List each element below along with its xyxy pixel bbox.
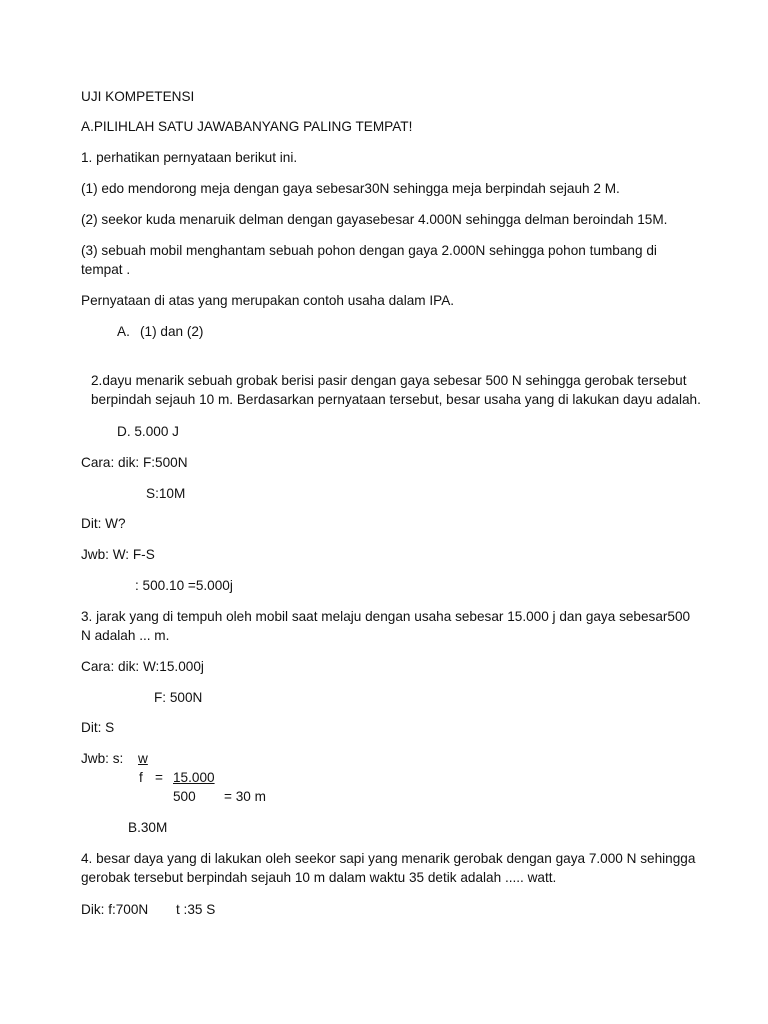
q4-line1: 4. besar daya yang di lakukan oleh seekor sapi yang menarik gerobak dengan gaya 7.000 N sehingga [81, 851, 696, 866]
q1-statement-1: (1) edo mendorong meja dengan gaya sebesar30N sehingga meja berpindah sejauh 2 M. [81, 181, 620, 196]
q3-numerator: 15.000 [173, 770, 215, 785]
q1-intro: 1. perhatikan pernyataan berikut ini. [81, 150, 298, 165]
q1-statement-2: (2) seekor kuda menaruik delman dengan gayasebesar 4.000N sehingga delman beroindah 15M. [81, 212, 668, 227]
q2-answer: D. 5.000 J [117, 424, 179, 439]
q3-jwb-prefix: Jwb: s: [81, 751, 124, 766]
q1-question: Pernyataan di atas yang merupakan contoh usaha dalam IPA. [81, 293, 455, 308]
q4-dik-f: Dik: f:700N [81, 902, 149, 917]
q2-dit: Dit: W? [81, 516, 126, 531]
q3-f-label: f [139, 770, 143, 785]
q2-line2: berpindah sejauh 10 m. Berdasarkan pernyataan tersebut, besar usaha yang di lakukan dayu adalah. [91, 392, 701, 407]
q3-line2: N adalah ... m. [81, 628, 170, 643]
q2-cara: Cara: dik: F:500N [81, 455, 188, 470]
q3-given-f: F: 500N [154, 690, 203, 705]
document-title: UJI KOMPETENSI [81, 89, 195, 104]
q3-denominator: 500 [173, 789, 196, 804]
q3-result: = 30 m [224, 789, 266, 804]
q3-line1: 3. jarak yang di tempuh oleh mobil saat melaju dengan usaha sebesar 15.000 j dan gaya sebesar500 [81, 609, 691, 624]
q1-answer-text: (1) dan (2) [140, 324, 204, 339]
q3-answer: B.30M [128, 820, 168, 835]
q2-calc: : 500.10 =5.000j [135, 578, 233, 593]
q4-dik-t: t :35 S [176, 902, 216, 917]
q3-cara: Cara: dik: W:15.000j [81, 659, 204, 674]
q2-jwb: Jwb: W: F-S [81, 547, 155, 562]
q2-given-s: S:10M [146, 486, 186, 501]
section-heading: A.PILIHLAH SATU JAWABANYANG PALING TEMPAT! [81, 119, 413, 134]
q2-line1: 2.dayu menarik sebuah grobak berisi pasir dengan gaya sebesar 500 N sehingga gerobak tersebut [91, 373, 687, 388]
q3-equals: = [155, 770, 163, 785]
q3-jwb-w: w [138, 751, 148, 766]
q1-statement-3-line1: (3) sebuah mobil menghantam sebuah pohon dengan gaya 2.000N sehingga pohon tumbang di [81, 243, 657, 258]
q1-statement-3-line2: tempat . [81, 262, 131, 277]
q3-dit: Dit: S [81, 720, 115, 735]
q1-answer-letter: A. [117, 324, 130, 339]
q4-line2: gerobak tersebut berpindah sejauh 10 m dalam waktu 35 detik adalah ..... watt. [81, 870, 557, 885]
